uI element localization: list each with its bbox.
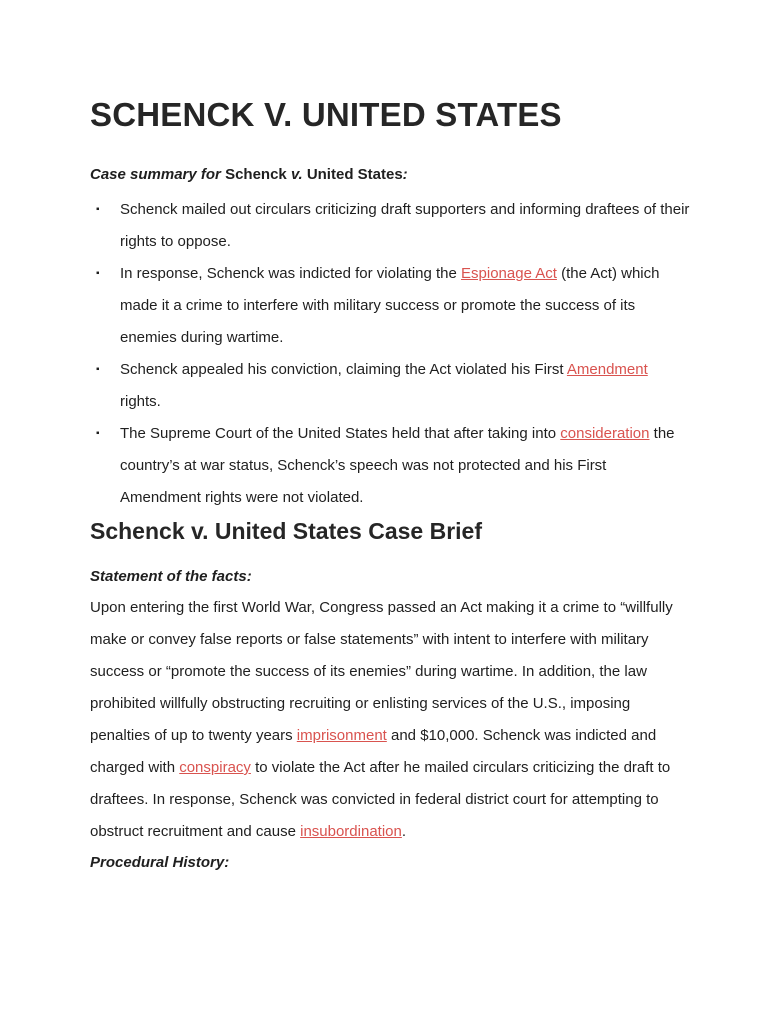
imprisonment-link[interactable]: imprisonment [296, 727, 387, 744]
bullet-icon: ▪ [96, 204, 100, 215]
facts-text: to violate the Act after he mailed circulars criticizing the draft to draftees. In response, Schenck was convicted in federal district court for attempting to obstruct recruitment and cause [90, 759, 671, 840]
consideration-link[interactable]: consideration [560, 425, 650, 442]
insubordination-link[interactable]: insubordination [300, 823, 402, 840]
list-item [90, 354, 690, 418]
facts-label: Statement of the facts: [90, 568, 252, 585]
procedural-history-label: Procedural History: [90, 854, 230, 871]
bullet-text: (the Act) which made it a crime to interfere with military success or promote the success of its enemies during wartime. [120, 265, 660, 346]
case-summary-list [90, 194, 690, 514]
case-summary-label [90, 165, 408, 185]
facts-paragraph [90, 592, 690, 848]
list-item [90, 194, 690, 258]
bullet-text: The Supreme Court of the United States held that after taking into [120, 425, 561, 442]
summary-label-prefix: Case summary for [90, 166, 221, 183]
summary-case-name-second: United States [306, 166, 403, 183]
bullet-icon: ▪ [96, 428, 100, 439]
facts-text: and $10,000. Schenck was indicted and charged with [90, 727, 657, 776]
bullet-text: Schenck mailed out circulars criticizing draft supporters and informing draftees of their rights to oppose. [120, 201, 690, 250]
bullet-icon: ▪ [96, 268, 100, 279]
bullet-text: Schenck appealed his conviction, claiming the Act violated his First [120, 361, 567, 378]
facts-text: . [401, 823, 407, 840]
bullet-text: the country’s at war status, Schenck’s speech was not protected and his First Amendment rights were not violated. [120, 425, 675, 506]
amendment-link[interactable]: Amendment [566, 361, 648, 378]
bullet-text: In response, Schenck was indicted for violating the [120, 265, 462, 282]
list-item [90, 418, 690, 514]
summary-case-name-first: Schenck [225, 166, 287, 183]
list-item [90, 258, 690, 354]
case-brief-heading: Schenck v. United States Case Brief [90, 518, 482, 544]
bullet-text: rights. [120, 393, 161, 410]
summary-colon: : [402, 166, 408, 183]
facts-text: Upon entering the first World War, Congress passed an Act making it a crime to “willfully make or convey false reports or false statements” with intent to interfere with military success or “promote the success of its enemies” during wartime. In addition, the law prohibited willfully obstructing recruiting or enlisting services of the U.S., imposing penalties of up to twenty years [90, 599, 673, 744]
bullet-icon: ▪ [96, 364, 100, 375]
summary-case-v: v. [290, 166, 303, 183]
espionage-act-link[interactable]: Espionage Act [461, 265, 557, 282]
page-title: SCHENCK V. UNITED STATES [90, 96, 562, 133]
conspiracy-link[interactable]: conspiracy [179, 759, 251, 776]
